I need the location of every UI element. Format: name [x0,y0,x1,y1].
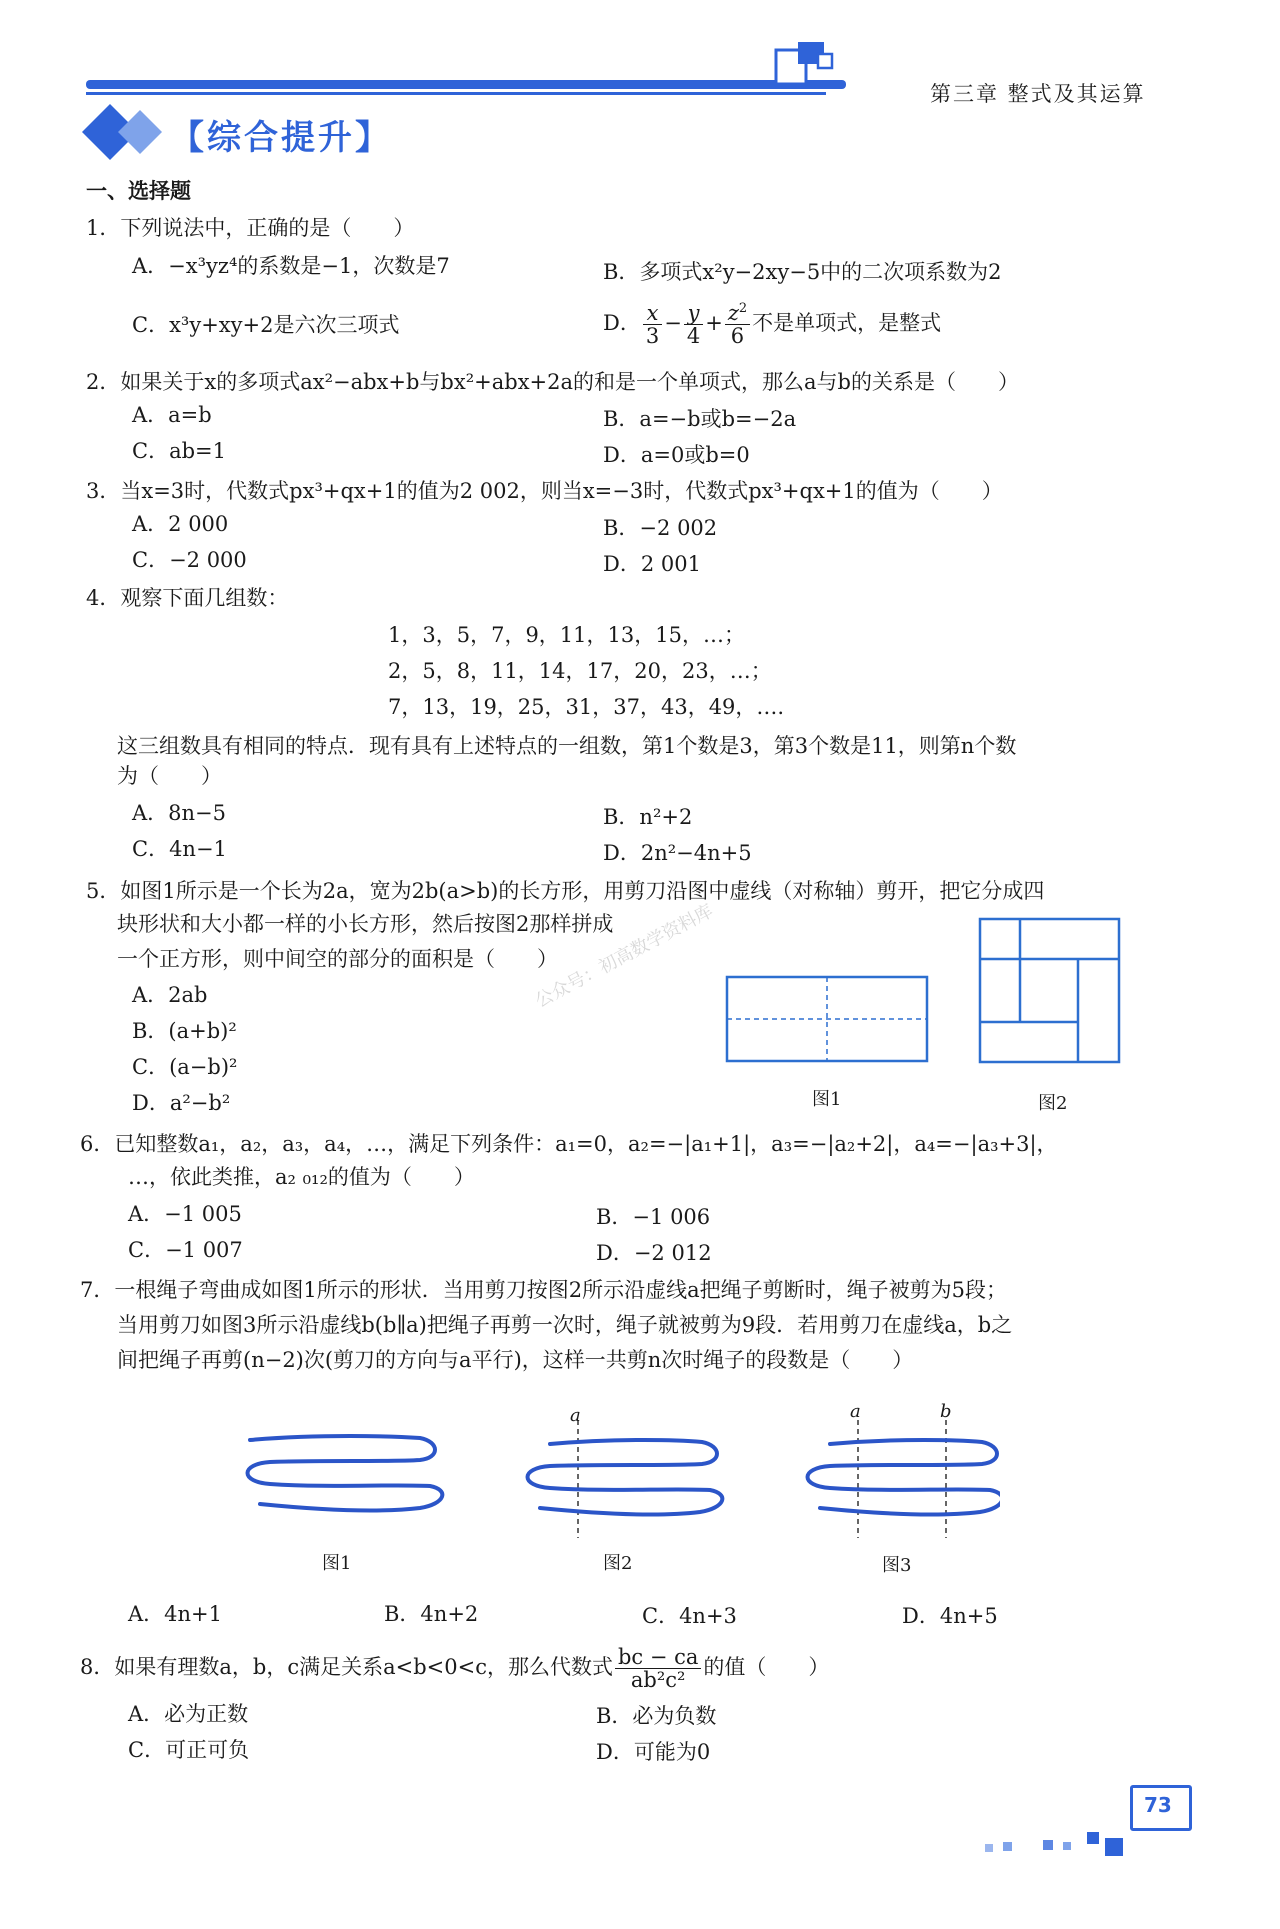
q7-stem-3: 间把绳子再剪(n−2)次(剪刀的方向与a平行)，这样一共剪n次时绳子的段数是（ ） [117,1348,914,1372]
chapter-title: 第三章 整式及其运算 [930,82,1146,106]
q7-option-c: C．4n+3 [642,1604,737,1628]
q5-figure-2-square [978,917,1122,1065]
q1-option-d-label: D． [603,311,641,335]
q5-figure-1-rectangle [725,975,930,1065]
q4-option-a: A．8n−5 [132,801,227,825]
q4-sequence-1: 1，3，5，7，9，11，13，15，…； [388,623,745,647]
q6-stem-1: 6．已知整数a₁，a₂，a₃，a₄，…，满足下列条件：a₁=0，a₂=−|a₁+1|，a₃=−|a₂+2|，a₄=−|a₃+3|， [80,1132,1058,1156]
q8-stem-suffix: 的值（ ） [703,1655,830,1679]
q7-stem-2: 当用剪刀如图3所示沿虚线b(b∥a)把绳子再剪一次时，绳子就被剪为9段．若用剪刀在虚线a，b之 [117,1313,1013,1337]
q1-option-b: B．多项式x²y−2xy−5中的二次项系数为2 [603,260,1002,284]
q2-option-b: B．a=−b或b=−2a [603,407,797,431]
q6-option-d: D．−2 012 [596,1241,712,1265]
q7-figure-1-caption: 图1 [322,1553,352,1574]
q7-rope-figures [240,1400,1000,1540]
q4-text-2: 为（ ） [117,764,222,788]
q7-figure-2-caption: 图2 [603,1553,633,1574]
q2-option-a: A．a=b [132,403,212,427]
q8-fraction-numerator: bc − ca [615,1646,701,1669]
q5-option-d: D．a²−b² [132,1091,231,1115]
footer-squares-icon [985,1830,1135,1860]
q5-stem-2: 块形状和大小都一样的小长方形，然后按图2那样拼成 [117,912,614,936]
watermark: 公众号：初高数学资料库 [531,900,717,1013]
q5-option-c: C．(a−b)² [132,1055,238,1079]
q8-option-c: C．可正可负 [128,1738,250,1762]
q7-figure-3-caption: 图3 [882,1555,912,1576]
q1-option-c: C．x³y+xy+2是六次三项式 [132,313,400,337]
q8-stem-prefix: 8．如果有理数a，b，c满足关系a<b<0<c，那么代数式 [80,1655,613,1679]
q4-stem: 4．观察下面几组数： [86,586,289,610]
section-banner: 【综合提升】 [170,118,392,158]
header-rule-thin [86,92,826,95]
header-rule [86,80,846,89]
q7-figure-2-label-a: a [570,1405,581,1426]
q3-option-a: A．2 000 [132,512,229,536]
q2-stem: 2．如果关于x的多项式ax²−abx+b与bx²+abx+2a的和是一个单项式，那么a与b的关系是（ ） [86,370,1019,394]
q4-option-d: D．2n²−4n+5 [603,841,752,865]
frac-y4: $\frac{y}{4}$ [684,302,703,347]
q6-stem-2: …，依此类推，a₂ ₀₁₂的值为（ ） [128,1165,475,1189]
q6-option-c: C．−1 007 [128,1238,243,1262]
q4-text-1: 这三组数具有相同的特点．现有具有上述特点的一组数，第1个数是3，第3个数是11，则第n个数 [117,734,1017,758]
q7-option-b: B．4n+2 [384,1602,479,1626]
q5-stem-3: 一个正方形，则中间空的部分的面积是（ ） [117,947,558,971]
q5-figure-1-caption: 图1 [812,1089,842,1110]
q1-option-d-text: 不是单项式，是整式 [752,311,942,335]
q7-option-d: D．4n+5 [902,1604,998,1628]
q8-option-b: B．必为负数 [596,1704,717,1728]
q7-figure-3-label-b: b [940,1401,952,1422]
q5-option-b: B．(a+b)² [132,1019,237,1043]
q7-option-a: A．4n+1 [128,1602,223,1626]
q5-figure-2-caption: 图2 [1038,1093,1068,1114]
diamond-icon [80,100,180,164]
frac-x3: $\frac{x}{3}$ [643,302,662,347]
frac-z2-6: $\frac{z^2}{6}$ [725,302,750,347]
q7-figure-1-rope [248,1436,443,1511]
q3-option-c: C．−2 000 [132,548,247,572]
q5-option-a: A．2ab [132,983,208,1007]
q5-stem-1: 5．如图1所示是一个长为2a，宽为2b(a>b)的长方形，用剪刀沿图中虚线（对称轴）剪开，把它分成四 [86,879,1045,903]
q8-fraction [615,1646,701,1691]
q1-option-d: D． $\frac{x}{3}$ − $\frac{y}{4}$ + $\frac{z^2}{6}$ 不是单项式，是整式 [603,301,942,348]
q8-option-a: A．必为正数 [128,1702,249,1726]
q7-stem-1: 7．一根绳子弯曲成如图1所示的形状．当用剪刀按图2所示沿虚线a把绳子剪断时，绳子被剪为5段； [80,1278,1007,1302]
q1-option-a: A．−x³yz⁴的系数是−1，次数是7 [132,254,450,278]
q1-stem: 1．下列说法中，正确的是（ ） [86,216,415,240]
q7-figure-2-rope [528,1440,723,1515]
header-squares-icon [770,40,842,92]
q3-stem: 3．当x=3时，代数式px³+qx+1的值为2 002，则当x=−3时，代数式px³+qx+1的值为（ ） [86,479,1003,503]
q6-option-a: A．−1 005 [128,1202,242,1226]
q3-option-d: D．2 001 [603,552,701,576]
q8-stem [80,1642,829,1692]
q2-option-c: C．ab=1 [132,439,226,463]
q4-sequence-3: 7，13，19，25，31，37，43，49，…. [388,695,785,719]
q4-sequence-2: 2，5，8，11，14，17，20，23，…； [388,659,772,683]
q8-fraction-denominator: ab²c² [630,1668,686,1692]
page-number: 73 [1144,1793,1172,1817]
q6-option-b: B．−1 006 [596,1205,711,1229]
q8-option-d: D．可能为0 [596,1740,711,1764]
q7-figure-3-rope [808,1440,1001,1515]
q4-option-b: B．n²+2 [603,805,693,829]
section-title: 一、选择题 [86,179,191,203]
q2-option-d: D．a=0或b=0 [603,443,750,467]
q7-figure-3-label-a: a [850,1401,861,1422]
q4-option-c: C．4n−1 [132,837,227,861]
q3-option-b: B．−2 002 [603,516,718,540]
